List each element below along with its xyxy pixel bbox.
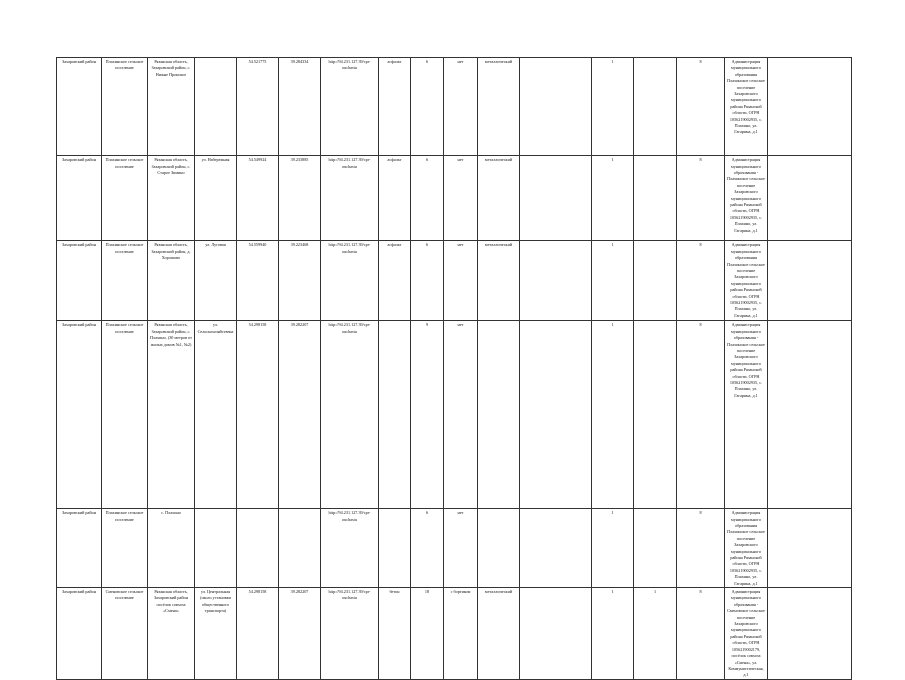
owner-cell: Администрация муниципального образования - Сменовское сельское поселение Захаровского муниципального района Рязанской области, ОГРН 1056219002179, посёлок совхоза «Смена», ул. Коммунистическая, д.1 (725, 588, 768, 680)
photo-link-cell: http://94.231.127.39/сpr-ouchastu (321, 588, 379, 680)
owner-cell: Администрация муниципального образования Плахинское сельское поселение Захаровского муниципального района Рязанской области, ОГРН 1056219002935, с. Плахино, ул. Гагарина, д.1 (725, 509, 768, 588)
material-cell: металлический (478, 156, 520, 241)
settlement-cell: Плахинское сельское поселение (102, 509, 148, 588)
longitude-cell (279, 509, 321, 588)
column-13-cell: 1 (592, 156, 634, 241)
latitude-cell: 54.521775 (237, 58, 279, 156)
column-12-cell (520, 321, 592, 509)
column-15-cell: 8 (677, 241, 725, 321)
column-12-cell (520, 241, 592, 321)
area-cell: 6 (411, 241, 444, 321)
latitude-cell: 54.549924 (237, 156, 279, 241)
material-cell: металлический (478, 588, 520, 680)
table-row (57, 241, 852, 321)
street-cell: ул. Луговая (195, 241, 237, 321)
latitude-cell: 54.298158 (237, 588, 279, 680)
table-row (57, 588, 852, 680)
longitude-cell: 39.233885 (279, 156, 321, 241)
column-17-cell (768, 241, 852, 321)
latitude-cell (237, 509, 279, 588)
latitude-cell: 54.559940 (237, 241, 279, 321)
cover-cell: нет (444, 321, 478, 509)
material-cell (478, 509, 520, 588)
material-cell: металлический (478, 241, 520, 321)
area-cell: 18 (411, 588, 444, 680)
column-14-cell (634, 321, 677, 509)
address-cell: Рязанская область, Захаровский район, с. Старое Зимино (148, 156, 195, 241)
column-14-cell (634, 156, 677, 241)
registry-table (56, 57, 852, 680)
column-14-cell (634, 509, 677, 588)
district-cell: Захаровский район (57, 58, 102, 156)
photo-link-cell: http://94.231.127.39/сpr-ouchastu (321, 241, 379, 321)
surface-cell (379, 321, 411, 509)
cover-cell: нет (444, 509, 478, 588)
cover-cell: нет (444, 156, 478, 241)
column-13-cell: 1 (592, 241, 634, 321)
column-12-cell (520, 156, 592, 241)
column-17-cell (768, 156, 852, 241)
owner-cell: Администрация муниципального образования Плахинское сельское поселение Захаровского муниципального района Рязанской области, ОГРН 1056219002935, с. Плахино, ул. Гагарина, д.1 (725, 58, 768, 156)
column-13-cell: 1 (592, 58, 634, 156)
column-13-cell: 1 (592, 321, 634, 509)
column-15-cell: 8 (677, 321, 725, 509)
surface-cell: асфальт (379, 241, 411, 321)
district-cell: Захаровский район (57, 509, 102, 588)
surface-cell: бетон (379, 588, 411, 680)
photo-link-cell: http://94.231.127.39/сpr-ouchastu (321, 58, 379, 156)
column-12-cell (520, 588, 592, 680)
area-cell: 6 (411, 58, 444, 156)
district-cell: Захаровский район (57, 241, 102, 321)
column-17-cell (768, 321, 852, 509)
address-cell: Рязанская область, Захаровский район, с. Плахино, (30 метров от жилых домов №1, №2) (148, 321, 195, 509)
photo-link-cell: http://94.231.127.39/сpr-ouchastu (321, 321, 379, 509)
street-cell: ул. Набережная (195, 156, 237, 241)
address-cell: Рязанская область, Захаровский район, д. Хорошово (148, 241, 195, 321)
table-row (57, 509, 852, 588)
photo-link-cell: http://94.231.127.39/сpr-ouchastu (321, 509, 379, 588)
column-15-cell: 8 (677, 588, 725, 680)
cover-cell: с бортиком (444, 588, 478, 680)
column-17-cell (768, 509, 852, 588)
column-17-cell (768, 58, 852, 156)
table-row (57, 156, 852, 241)
table-row (57, 58, 852, 156)
column-15-cell: 8 (677, 509, 725, 588)
column-14-cell (634, 58, 677, 156)
longitude-cell: 39.284334 (279, 58, 321, 156)
table-row (57, 321, 852, 509)
settlement-cell: Плахинское сельское поселение (102, 321, 148, 509)
latitude-cell: 54.298158 (237, 321, 279, 509)
address-cell: с. Плахино (148, 509, 195, 588)
surface-cell (379, 509, 411, 588)
area-cell: 6 (411, 509, 444, 588)
longitude-cell: 39.282207 (279, 588, 321, 680)
owner-cell: Администрация муниципального образования - Плахинское сельское поселение Захаровского муниципального района Рязанской области, ОГРН 1056219002935, с. Плахино, ул. Гагарина, д.1 (725, 156, 768, 241)
column-13-cell: 1 (592, 588, 634, 680)
owner-cell: Администрация муниципального образования Плахинское сельское поселение Захаровского муниципального района Рязанской области, ОГРН 1056219002935, с. Плахино, ул. Гагарина, д.1 (725, 241, 768, 321)
district-cell: Захаровский район (57, 321, 102, 509)
column-12-cell (520, 58, 592, 156)
address-cell: Рязанская область, Захаровский район, с. Нижне Пронское (148, 58, 195, 156)
surface-cell: асфальт (379, 58, 411, 156)
street-cell (195, 58, 237, 156)
street-cell: ул. Центральная (около установки общественного транспорта) (195, 588, 237, 680)
street-cell (195, 509, 237, 588)
cover-cell: нет (444, 241, 478, 321)
area-cell: 6 (411, 156, 444, 241)
table-body (57, 58, 852, 680)
column-14-cell (634, 241, 677, 321)
material-cell: металлический (478, 58, 520, 156)
settlement-cell: Плахинское сельское поселение (102, 241, 148, 321)
column-17-cell (768, 588, 852, 680)
settlement-cell: Плахинское сельское поселение (102, 58, 148, 156)
surface-cell: асфальт (379, 156, 411, 241)
column-14-cell: 1 (634, 588, 677, 680)
owner-cell: Администрация муниципального образования - Плахинское сельское поселение Захаровского муниципального района Рязанской области, ОГРН 1056219002935, с. Плахино, ул. Гагарина, д.1 (725, 321, 768, 509)
cover-cell: нет (444, 58, 478, 156)
column-15-cell: 8 (677, 156, 725, 241)
street-cell: ул. Сельскохозяйствена (195, 321, 237, 509)
photo-link-cell: http://94.231.127.39/сpr-ouchastu (321, 156, 379, 241)
longitude-cell: 39.223468 (279, 241, 321, 321)
district-cell: Захаровский район (57, 588, 102, 680)
column-13-cell: 1 (592, 509, 634, 588)
settlement-cell: Плахинское сельское поселение (102, 156, 148, 241)
settlement-cell: Сменовское сельское поселение (102, 588, 148, 680)
district-cell: Захаровский район (57, 156, 102, 241)
address-cell: Рязанская область, Захаровский район посёлок совхоза «Смена» (148, 588, 195, 680)
area-cell: 9 (411, 321, 444, 509)
longitude-cell: 39.282207 (279, 321, 321, 509)
column-15-cell: 8 (677, 58, 725, 156)
material-cell (478, 321, 520, 509)
column-12-cell (520, 509, 592, 588)
